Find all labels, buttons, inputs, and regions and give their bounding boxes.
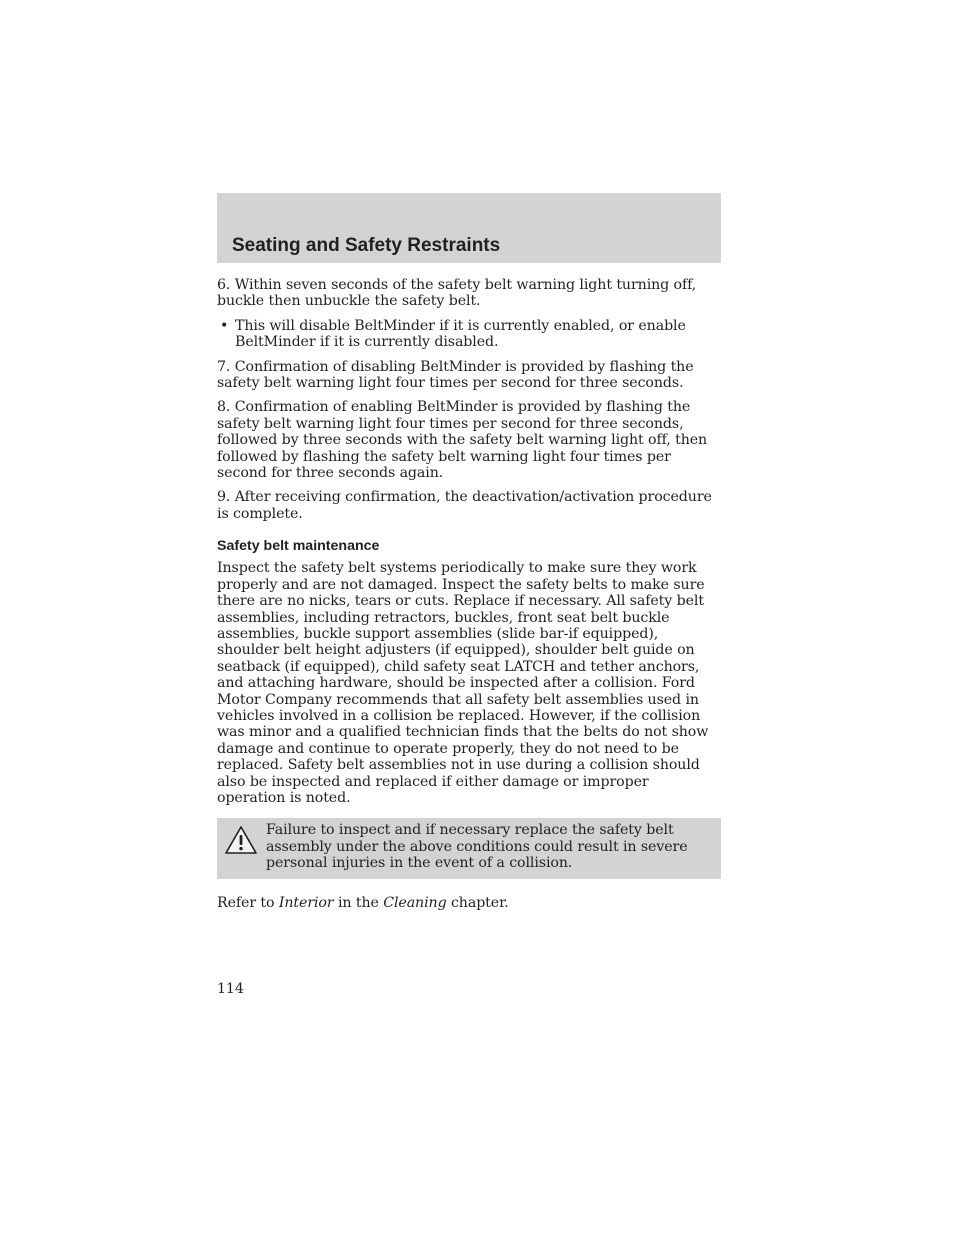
maintenance-body: Inspect the safety belt systems periodically to make sure they work properly and are not damaged. Inspect the safety belts to make sure there are no nicks, tears or cuts. Replace if necessary. All safety belt assemblies, including retractors, buckles, front seat belt buckle assemblies, buckle support assemblies (slide bar-if equipped), shoulder belt height adjusters (if equipped), shoulder belt guide on seatback (if equipped), child safety seat LATCH and tether anchors, and attaching hardware, should be inspected after a collision. Ford Motor Company recommends that all safety belt assemblies used in vehicles involved in a collision be replaced. However, if the collision was minor and a qualified technician finds that the belts do not show damage and continue to operate properly, they do not need to be replaced. Safety belt assemblies not in use during a collision should also be inspected and replaced if either damage or improper operation is noted. [217,560,709,806]
refer-suffix: chapter. [446,895,509,912]
step-6-paragraph: 6. Within seven seconds of the safety belt warning light turning off, buckle then unbuckle the safety belt. [217,277,697,310]
cleaning-reference: Cleaning [383,895,447,912]
warning-triangle-icon [224,825,258,855]
bullet-item [217,318,721,351]
interior-reference: Interior [278,895,334,912]
manual-page [217,193,721,920]
section-title: Seating and Safety Restraints [232,235,501,256]
step-9-paragraph: 9. After receiving confirmation, the deactivation/activation procedure is complete. [217,489,712,522]
section-header-band [217,193,721,263]
refer-prefix: Refer to [217,895,279,912]
bullet-text: This will disable BeltMinder if it is currently enabled, or enable BeltMinder if it is currently disabled. [235,317,686,351]
bullet-symbol: • [220,317,229,334]
refer-paragraph [217,895,721,911]
page-content [217,263,721,912]
refer-middle: in the [333,895,384,912]
step-8-paragraph: 8. Confirmation of enabling BeltMinder is provided by flashing the safety belt warning light four times per second for three seconds, followed by three seconds with the safety belt warning light off, then followed by flashing the safety belt warning light four times per second for three seconds again. [217,399,708,482]
step-7-paragraph: 7. Confirmation of disabling BeltMinder is provided by flashing the safety belt warning light four times per second for three seconds. [217,358,694,392]
warning-box [217,818,721,879]
page-number: 114 [217,981,244,997]
maintenance-heading: Safety belt maintenance [217,538,380,555]
warning-text: Failure to inspect and if necessary replace the safety belt assembly under the above conditions could result in severe personal injuries in the event of a collision. [266,822,688,872]
